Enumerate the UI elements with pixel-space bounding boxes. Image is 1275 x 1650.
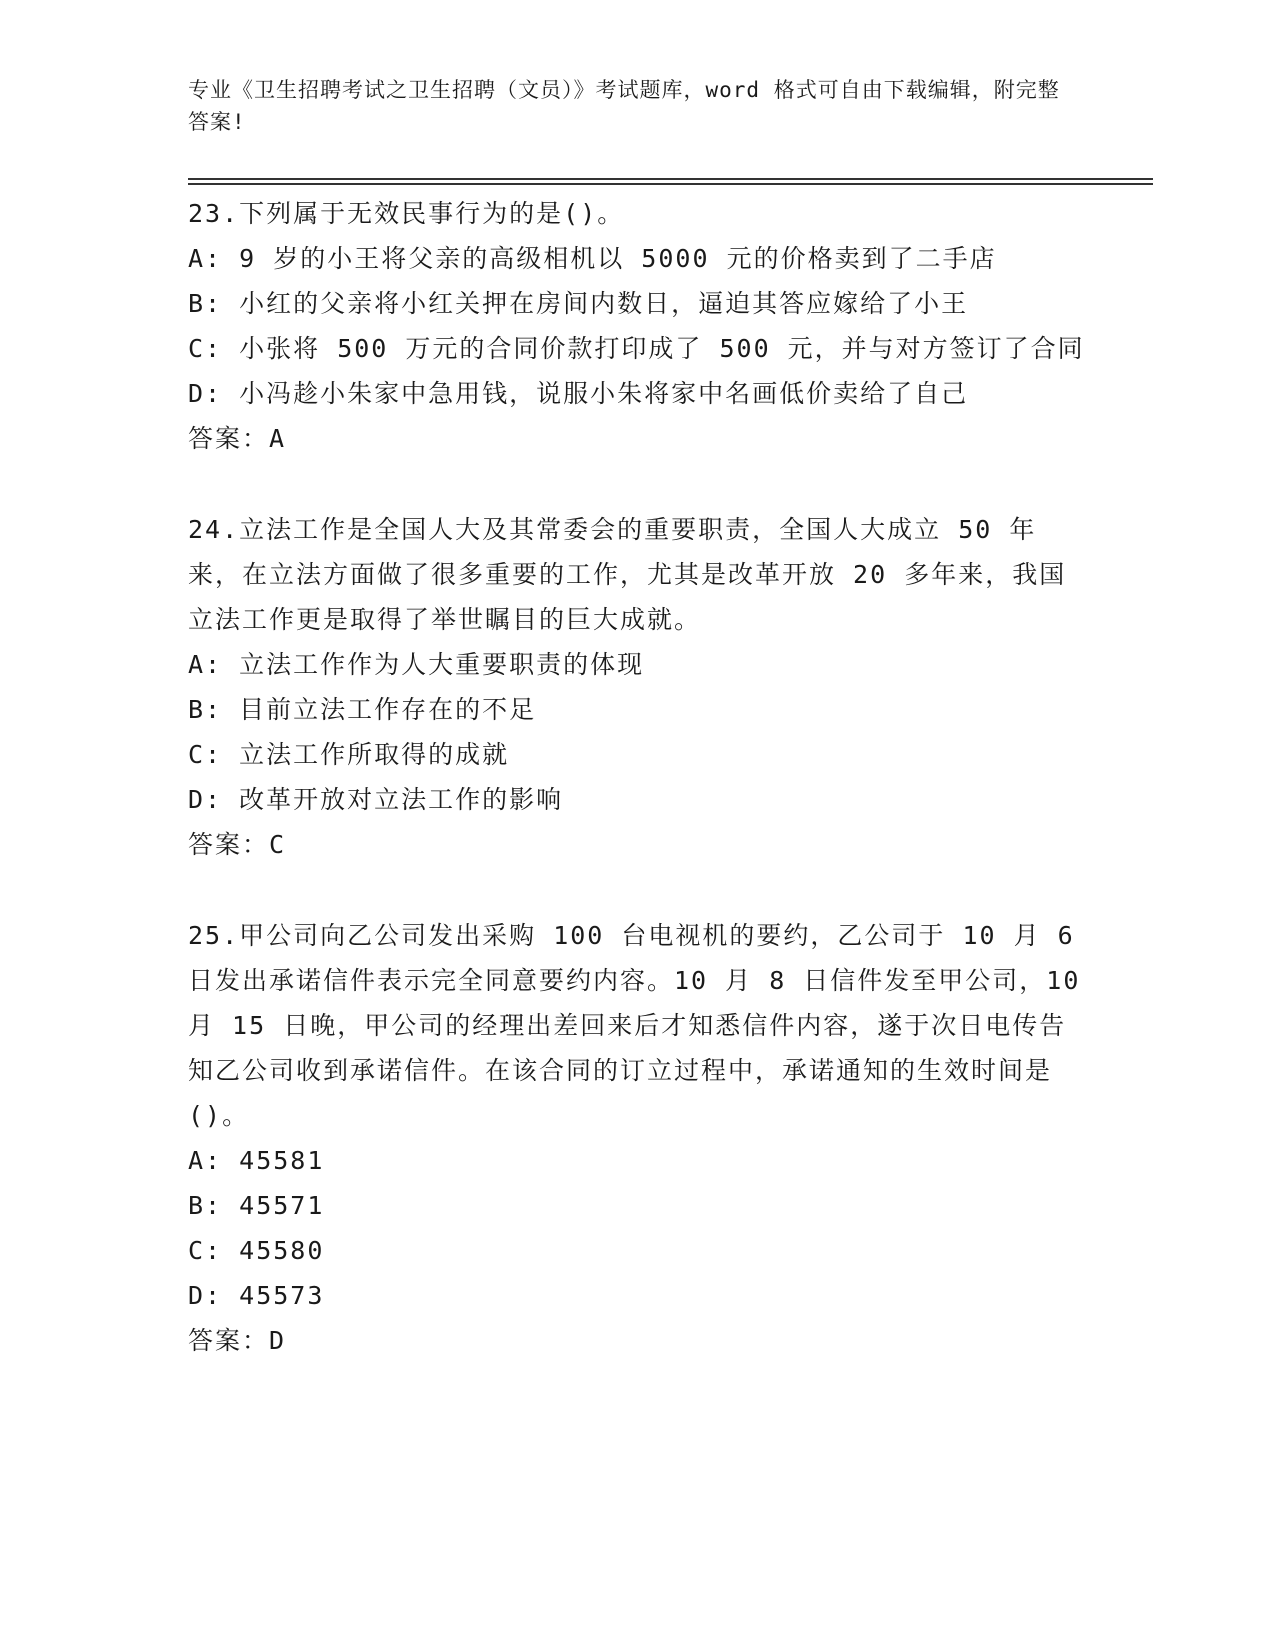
question-list (188, 191, 1088, 1409)
question-stem: 24.立法工作是全国人大及其常委会的重要职责，全国人大成立 50 年来，在立法方面做了很多重要的工作，尤其是改革开放 20 多年来，我国立法工作更是取得了举世瞩目的巨大成就。 (188, 515, 1067, 634)
option-d: D: 小冯趁小朱家中急用钱，说服小朱将家中名画低价卖给了自己 (188, 379, 969, 408)
option-a: A: 9 岁的小王将父亲的高级相机以 5000 元的价格卖到了二手店 (188, 244, 997, 273)
option-b: B: 小红的父亲将小红关押在房间内数日，逼迫其答应嫁给了小王 (188, 289, 969, 318)
question-24 (188, 507, 1088, 867)
document-header: 专业《卫生招聘考试之卫生招聘（文员）》考试题库，word 格式可自由下载编辑，附完整答案! (188, 78, 1060, 134)
question-23 (188, 191, 1088, 461)
header-rule-top (188, 178, 1153, 180)
option-a: A: 立法工作作为人大重要职责的体现 (188, 650, 645, 679)
option-b: B: 目前立法工作存在的不足 (188, 695, 537, 724)
question-25 (188, 913, 1088, 1363)
option-d: D: 改革开放对立法工作的影响 (188, 785, 564, 814)
option-c: C: 45580 (188, 1236, 325, 1265)
option-c: C: 小张将 500 万元的合同价款打印成了 500 元，并与对方签订了合同 (188, 334, 1085, 363)
answer: 答案：C (188, 830, 287, 859)
option-c: C: 立法工作所取得的成就 (188, 740, 510, 769)
question-stem: 23.下列属于无效民事行为的是()。 (188, 199, 625, 228)
question-stem: 25.甲公司向乙公司发出采购 100 台电视机的要约，乙公司于 10 月 6 日发出承诺信件表示完全同意要约内容。10 月 8 日信件发至甲公司，10 月 15 日晚，甲公司的经理出差回来后才知悉信件内容，遂于次日电传告知乙公司收到承诺信件。在该合同的订立过程中，承诺通知的生效时间是()。 (188, 921, 1081, 1130)
header-rule-bottom (188, 183, 1153, 185)
option-a: A: 45581 (188, 1146, 325, 1175)
answer: 答案：A (188, 424, 287, 453)
option-d: D: 45573 (188, 1281, 325, 1310)
answer: 答案：D (188, 1326, 287, 1355)
option-b: B: 45571 (188, 1191, 325, 1220)
